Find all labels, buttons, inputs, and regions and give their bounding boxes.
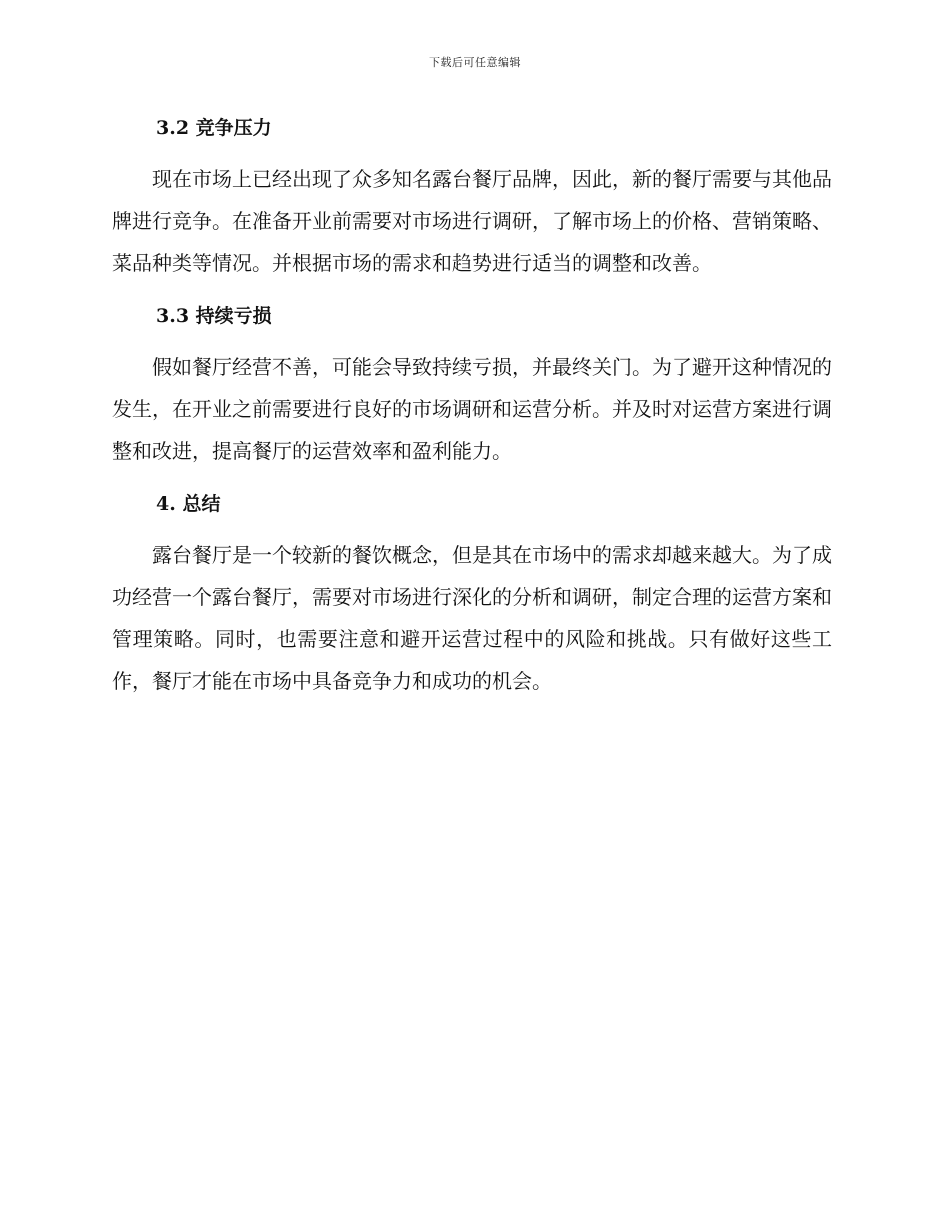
section-heading: 4. 总结	[156, 493, 221, 515]
section-competition-pressure	[112, 108, 832, 284]
document-body	[112, 108, 832, 714]
section-paragraph: 假如餐厅经营不善，可能会导致持续亏损，并最终关门。为了避开这种情况的发生，在开业之前需要进行良好的市场调研和运营分析。并及时对运营方案进行调整和改进，提高餐厅的运营效率和盈利能力。	[112, 355, 832, 463]
section-paragraph: 现在市场上已经出现了众多知名露台餐厅品牌，因此，新的餐厅需要与其他品牌进行竞争。在准备开业前需要对市场进行调研，了解市场上的价格、营销策略、菜品种类等情况。并根据市场的需求和趋势进行适当的调整和改善。	[112, 167, 832, 275]
section-heading: 3.3 持续亏损	[156, 305, 272, 327]
section-continuous-loss	[112, 296, 832, 472]
section-heading: 3.2 竞争压力	[156, 117, 272, 139]
section-paragraph: 露台餐厅是一个较新的餐饮概念，但是其在市场中的需求却越来越大。为了成功经营一个露台餐厅，需要对市场进行深化的分析和调研，制定合理的运营方案和管理策略。同时，也需要注意和避开运营过程中的风险和挑战。只有做好这些工作，餐厅才能在市场中具备竞争力和成功的机会。	[112, 543, 832, 693]
section-summary	[112, 484, 832, 702]
header-note: 下载后可任意编辑	[429, 56, 521, 69]
